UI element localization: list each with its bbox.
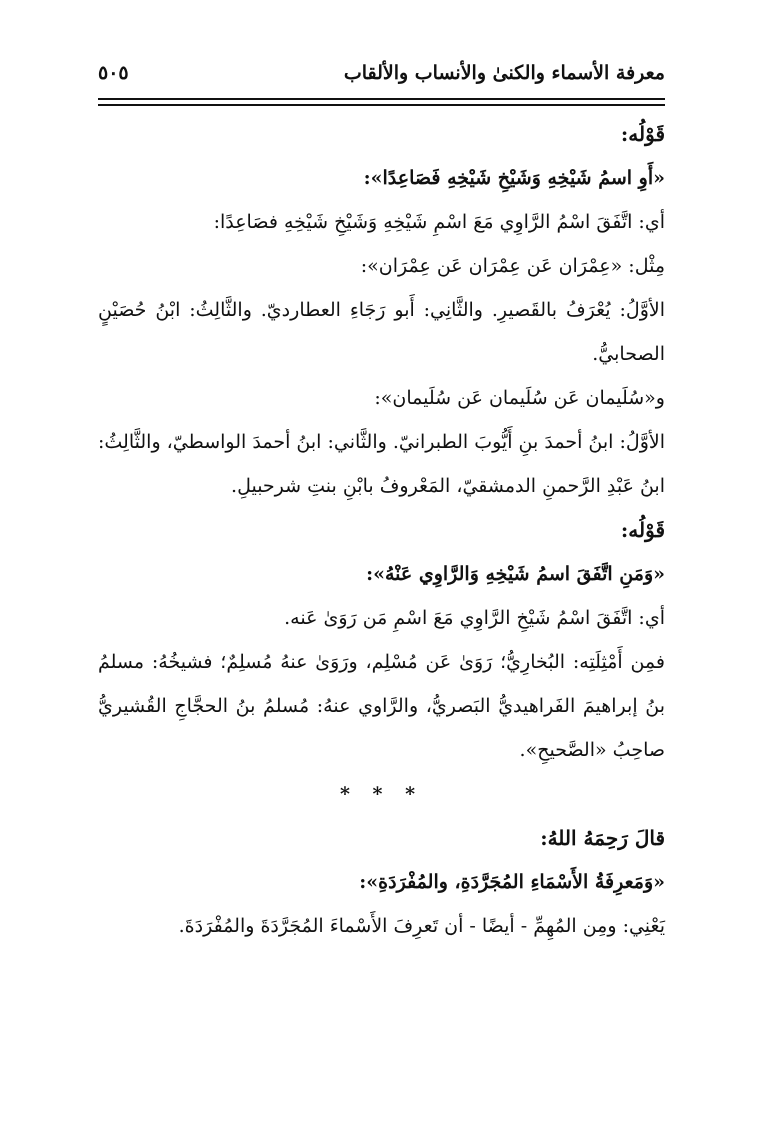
paragraph: الأوَّلُ: ابنُ أحمدَ بنِ أَيُّوبَ الطبرانيّ. والثَّاني: ابنُ أحمدَ الواسطيّ، والثَّالِثُ: ابنُ عَبْدِ الرَّحمنِ الدمشقيّ، المَعْروفُ بابْنِ بنتِ شرحبيلِ. [98, 431, 665, 497]
section-heading: قالَ رَحِمَهُ اللهُ: [540, 826, 665, 850]
page-header [98, 58, 665, 102]
header-rule-top [98, 98, 665, 100]
paragraph: أي: اتَّفَقَ اسْمُ شَيْخِ الرَّاوِي مَعَ اسْمِ مَن رَوَىٰ عَنه. [284, 607, 665, 629]
paragraph: و«سُلَيمان عَن سُلَيمان عَن سُلَيمان»: [374, 387, 665, 409]
paragraph: فمِن أَمْثِلَتِه: البُخارِيُّ؛ رَوَىٰ عَن مُسْلِم، ورَوَىٰ عنهُ مُسلِمٌ؛ فشيخُهُ: مسلمُ بنُ إبراهيمَ الفَراهيديُّ البَصريُّ، والرَّاوي عنهُ: مُسلمُ بنُ الحجَّاجِ القُشيريُّ صاحِبُ «الصَّحيحِ». [98, 651, 665, 761]
page-number: ٥٠٥ [98, 62, 129, 84]
quoted-matn: «وَمَنِ اتَّفَقَ اسمُ شَيْخِهِ وَالرَّاوِي عَنْهُ»: [366, 563, 665, 585]
paragraph: أي: اتَّفَقَ اسْمُ الرَّاوِي مَعَ اسْمِ شَيْخِهِ وَشَيْخِ شَيْخِهِ فصَاعِدًا: [213, 211, 665, 233]
section-heading: قَوْلُه: [620, 122, 665, 146]
section-heading: قَوْلُه: [620, 518, 665, 542]
section-separator: * * * [339, 783, 424, 805]
quoted-matn: «وَمَعرِفَةُ الأَسْمَاءِ المُجَرَّدَةِ، والمُفْرَدَةِ»: [359, 871, 665, 893]
paragraph: يَعْنِي: ومِن المُهِمِّ - أيضًا - أن تَعرِفَ الأَسْماءَ المُجَرَّدَةَ والمُفْرَدَةَ. [178, 915, 665, 937]
header-rule-bottom [98, 104, 665, 106]
paragraph: الأوَّلُ: يُعْرَفُ بالقَصيرِ. والثَّانِي: أَبو رَجَاءِ العطارديّ. والثَّالِثُ: ابْنُ حُصَيْنٍ الصحابيُّ. [98, 299, 665, 365]
paragraph: مِثْل: «عِمْرَان عَن عِمْرَان عَن عِمْرَان»: [360, 255, 665, 277]
quoted-matn: «أَوِ اسمُ شَيْخِهِ وَشَيْخِ شَيْخِهِ فَصَاعِدًا»: [363, 167, 665, 189]
body-text [98, 112, 665, 948]
running-title: معرفة الأسماء والكنىٰ والأنساب والألقاب [343, 62, 665, 84]
